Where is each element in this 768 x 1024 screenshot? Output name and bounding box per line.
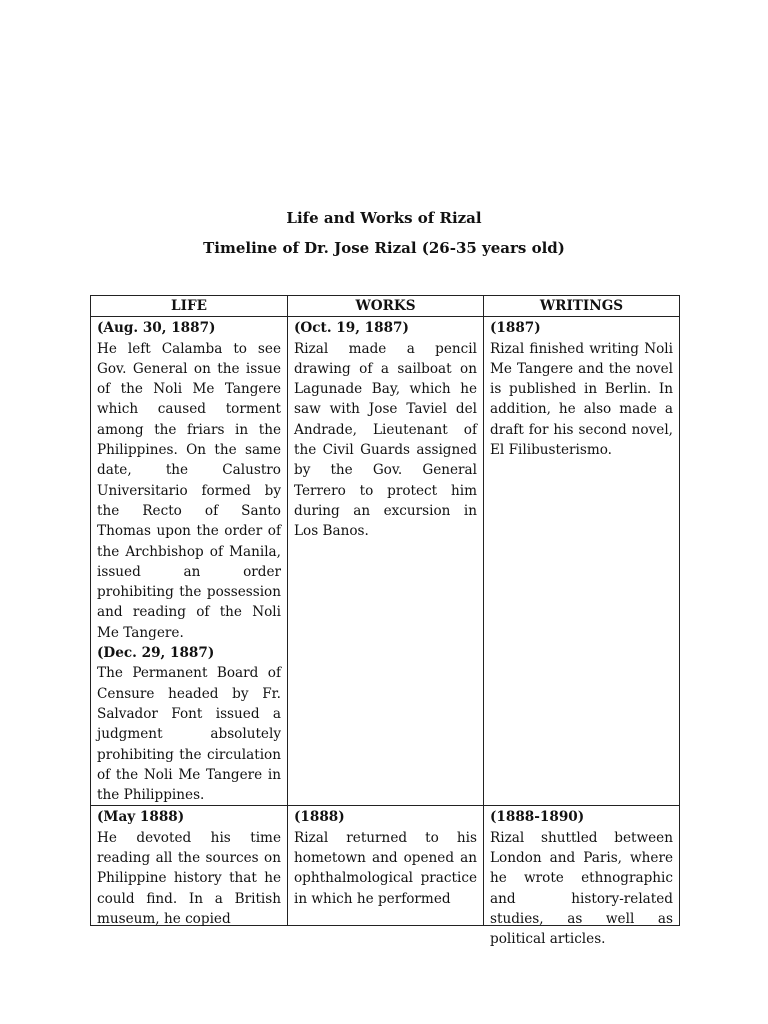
column-header-writings: WRITINGS <box>484 296 680 317</box>
timeline-table <box>90 295 680 948</box>
entry-text: The Permanent Board of Censure headed by Fr. Salvador Font issued a judgment absolutely prohibiting the circulation of the Noli Me Tangere in the Philippines. <box>97 665 281 804</box>
writings-cell <box>484 806 680 948</box>
writings-cell <box>484 317 680 806</box>
table-header-row <box>91 296 680 317</box>
entry-date: (1888-1890) <box>490 809 585 826</box>
document-subtitle: Timeline of Dr. Jose Rizal (26-35 years old) <box>203 239 565 257</box>
entry-text: Rizal made a pencil drawing of a sailboat on Lagunade Bay, which he saw with Jose Taviel del Andrade, Lieutenant of the Civil Guards assigned by the Gov. General Terrero to protect him during an excursion in Los Banos. <box>294 340 477 540</box>
column-header-works: WORKS <box>288 296 484 317</box>
entry-date: (1887) <box>490 320 541 337</box>
entry-text: He left Calamba to see Gov. General on the issue of the Noli Me Tangere which caused torment among the friars in the Philippines. On the same date, the Calustro Universitario formed by the Recto of Santo Thomas upon the order of the Archbishop of Manila, issued an order prohibiting the possession and reading of the Noli Me Tangere. <box>97 340 281 641</box>
life-cell <box>91 806 288 926</box>
entry-text: Rizal shuttled between London and Paris, where he wrote ethnographic and history-related studies, as well as political articles. <box>490 829 673 948</box>
table-row <box>91 806 680 926</box>
works-cell <box>288 806 484 926</box>
entry-date: (Oct. 19, 1887) <box>294 320 409 337</box>
life-cell <box>91 317 288 806</box>
entry-date: (Aug. 30, 1887) <box>97 320 216 337</box>
entry-date: (Dec. 29, 1887) <box>97 645 215 662</box>
table-row <box>91 317 680 806</box>
works-cell <box>288 317 484 806</box>
entry-date: (1888) <box>294 809 345 826</box>
entry-text: He devoted his time reading all the sources on Philippine history that he could find. In a British museum, he copied <box>97 829 281 927</box>
entry-text: Rizal returned to his hometown and opened an ophthalmological practice in which he performed <box>294 829 477 907</box>
column-header-life: LIFE <box>91 296 288 317</box>
entry-text: Rizal finished writing Noli Me Tangere and the novel is published in Berlin. In addition, he also made a draft for his second novel, El Filibusterismo. <box>490 340 673 459</box>
document-title: Life and Works of Rizal <box>286 209 482 227</box>
entry-date: (May 1888) <box>97 809 185 826</box>
